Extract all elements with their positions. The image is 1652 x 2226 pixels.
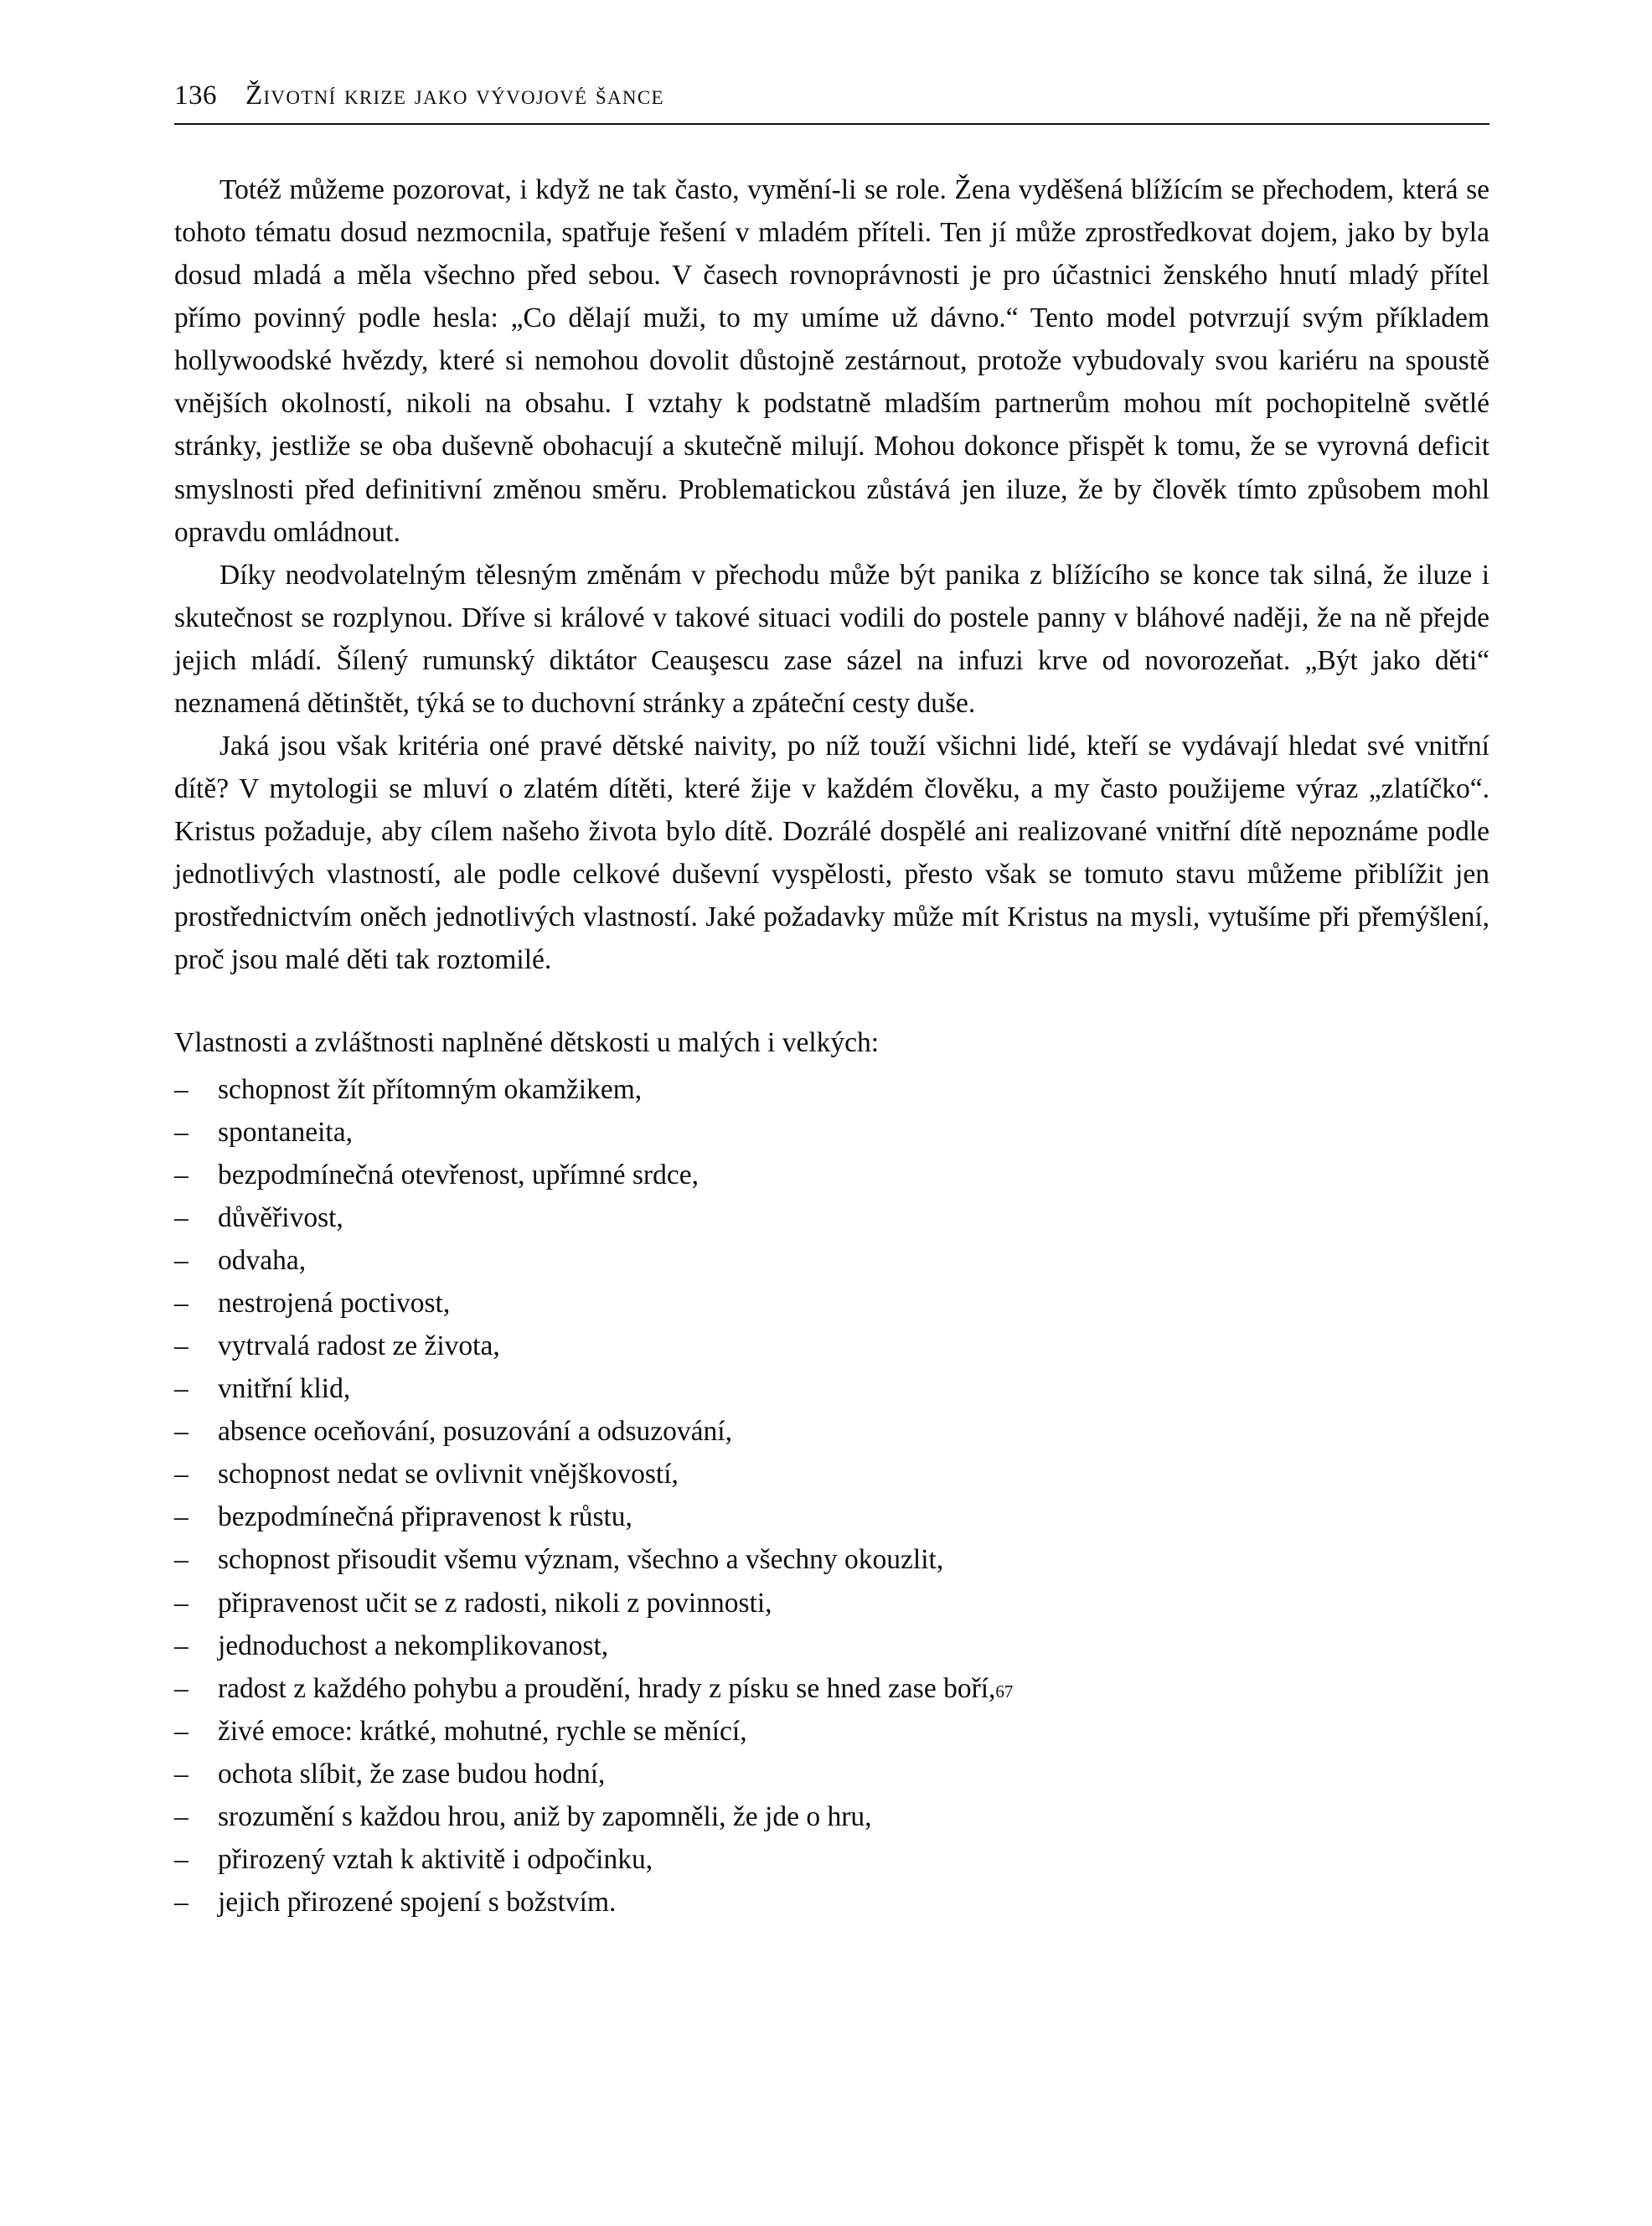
page-content (174, 80, 1489, 1924)
list-item (174, 1325, 1489, 1367)
list-item-text: připravenost učit se z radosti, nikoli z povinnosti, (218, 1587, 772, 1619)
list-item-text: schopnost přisoudit všemu význam, všechno a všechny okouzlit, (218, 1544, 944, 1576)
list-bullet: – (174, 1800, 188, 1832)
list-item (174, 1795, 1489, 1838)
list-item-text: přirozený vztah k aktivitě i odpočinku, (218, 1843, 653, 1875)
list-bullet: – (174, 1116, 188, 1148)
list-item-text: schopnost žít přítomným okamžikem, (218, 1073, 643, 1105)
list-item-text: nestrojená poctivost, (218, 1287, 451, 1319)
running-head (174, 80, 1489, 111)
list-bullet: – (174, 1330, 188, 1362)
list-item-text: odvaha, (218, 1244, 307, 1276)
book-title: Životní krize jako vývojové šance (245, 80, 664, 111)
list-item (174, 1111, 1489, 1154)
list-bullet: – (174, 1373, 188, 1405)
list-item-text: jejich přirozené spojení s božstvím. (218, 1887, 617, 1919)
list-item (174, 1068, 1489, 1111)
list-item (174, 1154, 1489, 1196)
list-item (174, 1538, 1489, 1581)
list-item (174, 1624, 1489, 1667)
list-item: – radost z každého pohybu a proudění, hrady z písku se hned zase boří, 67 (174, 1667, 1489, 1710)
list-item (174, 1282, 1489, 1325)
list-bullet: – (174, 1715, 188, 1747)
list-item-text: absence oceňování, posuzování a odsuzování, (218, 1416, 732, 1448)
header-rule (174, 123, 1489, 125)
list-bullet: – (174, 1459, 188, 1490)
list-bullet: – (174, 1244, 188, 1276)
list-bullet: – (174, 1159, 188, 1190)
list-item (174, 1410, 1489, 1453)
list-item (174, 1367, 1489, 1410)
list-bullet: – (174, 1587, 188, 1619)
list-item-text: bezpodmínečná připravenost k růstu, (218, 1501, 632, 1533)
list-item-text: jednoduchost a nekomplikovanost, (218, 1629, 609, 1661)
traits-list (174, 1068, 1489, 1924)
list-item (174, 1838, 1489, 1881)
list-item (174, 1710, 1489, 1753)
list-bullet: – (174, 1073, 188, 1105)
list-bullet: – (174, 1201, 188, 1233)
list-item (174, 1453, 1489, 1495)
list-bullet: – (174, 1672, 188, 1704)
list-item (174, 1196, 1489, 1239)
list-bullet: – (174, 1843, 188, 1875)
list-item-text: radost z každého pohybu a proudění, hrady z písku se hned zase boří, (218, 1672, 996, 1704)
list-item (174, 1881, 1489, 1924)
list-item-text: schopnost nedat se ovlivnit vnějškovostí, (218, 1459, 679, 1490)
list-bullet: – (174, 1629, 188, 1661)
list-bullet: – (174, 1287, 188, 1319)
list-item-text: vytrvalá radost ze života, (218, 1330, 500, 1362)
list-bullet: – (174, 1416, 188, 1448)
list-item (174, 1582, 1489, 1624)
list-bullet: – (174, 1887, 188, 1919)
body-text (174, 168, 1489, 981)
list-bullet: – (174, 1544, 188, 1576)
paragraph: Díky neodvolatelným tělesným změnám v přechodu může být panika z blížícího se konce tak silná, že iluze i skutečnost se rozplynou. Dříve si králové v takové situaci vodili do postele panny v bláhové naději, že na ně přejde jejich mládí. Šílený rumunský diktátor Ceauşescu zase sázel na infuzi krve od novorozeňat. „Být jako děti“ neznamená dětinštět, týká se to duchovní stránky a zpáteční cesty duše. (174, 559, 1489, 719)
list-item (174, 1239, 1489, 1282)
list-item-text: spontaneita, (218, 1116, 353, 1148)
list-item-text: důvěřivost, (218, 1201, 343, 1233)
paragraph: Jaká jsou však kritéria oné pravé dětské naivity, po níž touží všichni lidé, kteří se vydávají hledat své vnitřní dítě? V mytologii se mluví o zlatém dítěti, které žije v každém člověku, a my často použijeme výraz „zlatíčko“. Kristus požaduje, aby cílem našeho života bylo dítě. Dozrálé dospělé ani realizované vnitřní dítě nepoznáme podle jednotlivých vlastností, ale podle celkové duševní vyspělosti, přesto však se tomuto stavu můžeme přiblížit jen prostřednictvím oněch jednotlivých vlastností. Jaké požadavky může mít Kristus na mysli, vytušíme při přemýšlení, proč jsou malé děti tak roztomilé. (174, 731, 1489, 976)
list-item (174, 1753, 1489, 1795)
list-item-text: živé emoce: krátké, mohutné, rychle se měnící, (218, 1715, 747, 1747)
list-item-text: ochota slíbit, že zase budou hodní, (218, 1758, 606, 1790)
list-item-text: bezpodmínečná otevřenost, upřímné srdce, (218, 1159, 699, 1190)
page-number: 136 (174, 80, 217, 111)
list-bullet: – (174, 1758, 188, 1790)
list-item (174, 1495, 1489, 1538)
paragraph: Totéž můžeme pozorovat, i když ne tak často, vymění-li se role. Žena vyděšená blížícím se přechodem, která se tohoto tématu dosud nezmocnila, spatřuje řešení v mladém příteli. Ten jí může zprostředkovat dojem, jako by byla dosud mladá a měla všechno před sebou. V časech rovnoprávnosti je pro účastnici ženského hnutí mladý přítel přímo povinný podle hesla: „Co dělají muži, to my umíme už dávno.“ Tento model potvrzují svým příkladem hollywoodské hvězdy, které si nemohou dovolit důstojně zestárnout, protože vybudovaly svou kariéru na spoustě vnějších okolností, nikoli na obsahu. I vztahy k podstatně mladším partnerům mohou mít pochopitelně světlé stránky, jestliže se oba duševně obohacují a skutečně milují. Mohou dokonce přispět k tomu, že se vyrovná deficit smyslnosti před definitivní změnou směru. Problematickou zůstává jen iluze, že by člověk tímto způsobem mohl opravdu omládnout. (174, 174, 1489, 548)
list-item-text: srozumění s každou hrou, aniž by zapomněli, že jde o hru, (218, 1800, 872, 1832)
list-intro: Vlastnosti a zvláštnosti naplněné dětskosti u malých i velkých: (174, 1027, 880, 1059)
list-bullet: – (174, 1501, 188, 1533)
list-item-text: vnitřní klid, (218, 1373, 351, 1405)
